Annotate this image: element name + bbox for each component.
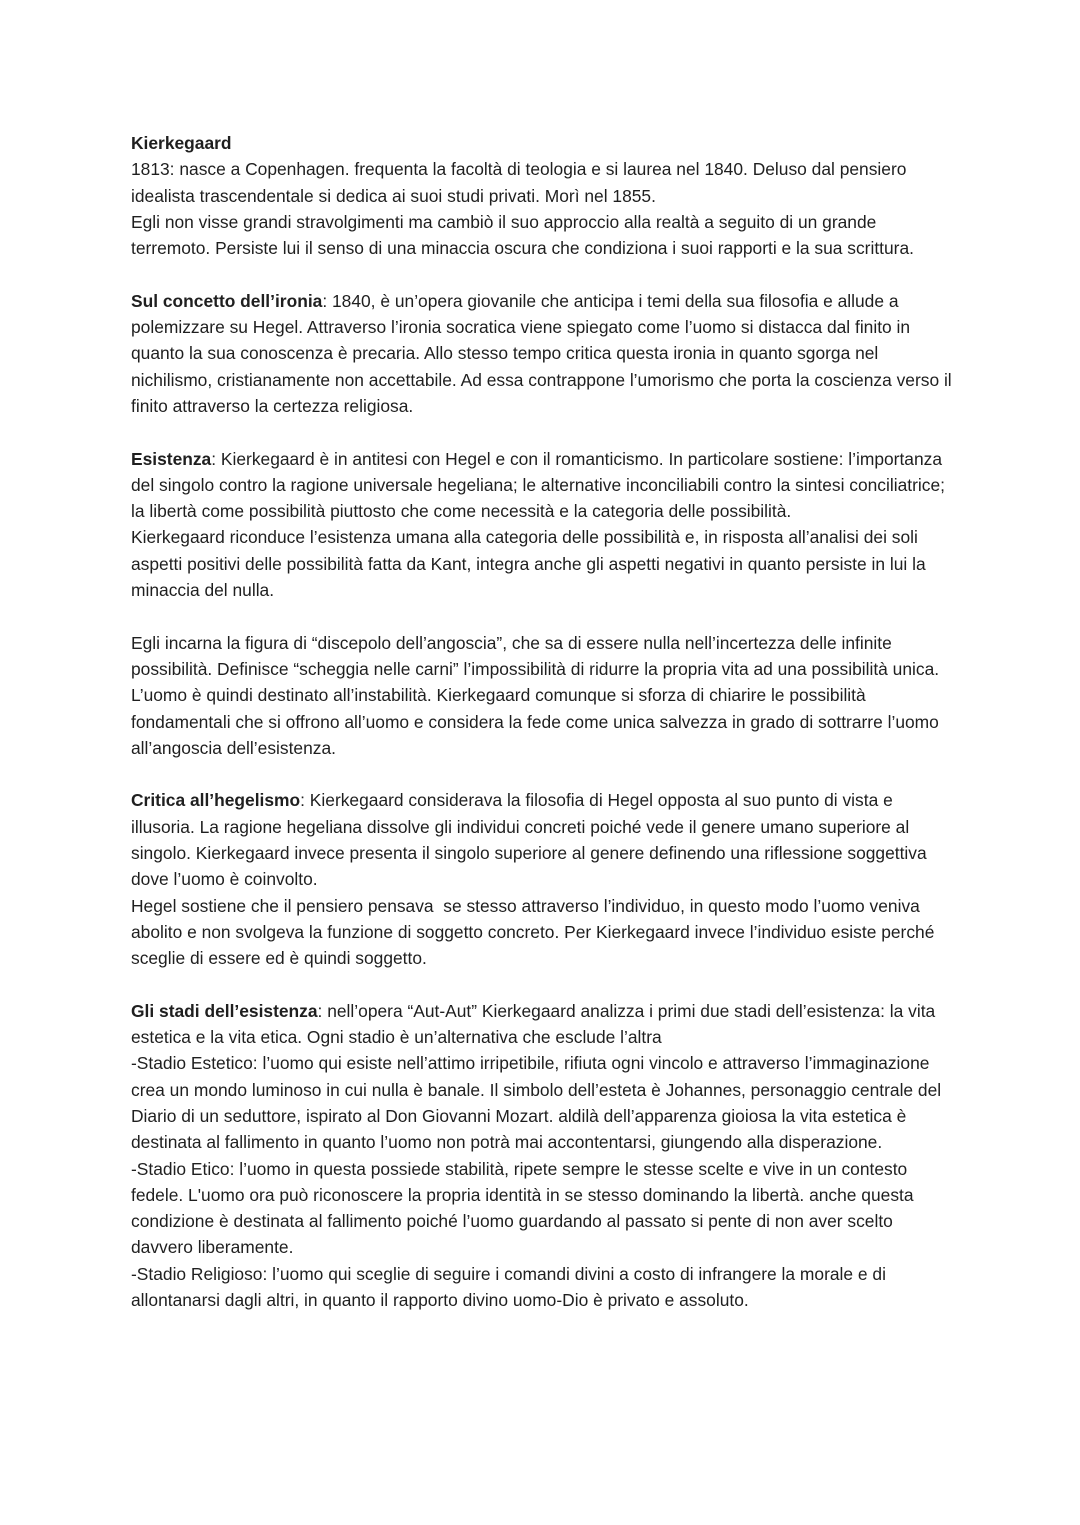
- critica-heading: Critica all’hegelismo: [131, 790, 301, 811]
- paragraph-gap: [131, 972, 953, 998]
- paragraph-gap: [131, 261, 953, 287]
- stadio-estetico-paragraph: -Stadio Estetico: l’uomo qui esiste nell’attimo irripetibile, rifiuta ogni vincolo e attraverso l’immaginazione crea un mondo luminoso in cui nulla è banale. Il simbolo dell’esteta è Johannes, personaggio centrale del Diario di un seduttore, ispirato al Don Giovanni Mozart. aldilà dell’apparenza gioiosa la vita estetica è destinata al fallimento in quanto l’uomo non potrà mai accontentarsi, giungendo alla disperazione.: [131, 1053, 946, 1153]
- intro-paragraph-1: 1813: nasce a Copenhagen. frequenta la facoltà di teologia e si laurea nel 1840. Deluso dal pensiero idealista trascendentale si dedica ai suoi studi privati. Morì nel 1855.: [131, 159, 912, 206]
- angoscia-paragraph: Egli incarna la figura di “discepolo dell’angoscia”, che sa di essere nulla nell’incertezza delle infinite possibilità. Definisce “scheggia nelle carni” l’impossibilità di ridurre la propria vita ad una possibilità unica. L’uomo è quindi destinato all’instabilità. Kierkegaard comunque si sforza di chiarire le possibilità fondamentali che si offrono all’uomo e considera la fede come unica salvezza in grado di sottrarre l’uomo all’angoscia dell’esistenza.: [131, 632, 944, 758]
- paragraph-gap: [131, 603, 953, 629]
- stadio-etico-paragraph: -Stadio Etico: l’uomo in questa possiede stabilità, ripete sempre le stesse scelte e vive in un contesto fedele. L'uomo ora può riconoscere la propria identità in se stesso dominando la libertà. anche questa condizione è destinata al fallimento poiché l’uomo guardando al passato si pente di non aver scelto davvero liberamente.: [131, 1158, 919, 1258]
- esistenza-paragraph-2: Kierkegaard riconduce l’esistenza umana alla categoria delle possibilità e, in risposta all’analisi dei soli aspetti positivi delle possibilità fatta da Kant, integra anche gli aspetti negativi in quanto persiste in lui la minaccia del nulla.: [131, 527, 931, 601]
- stadi-heading: Gli stadi dell’esistenza: [131, 1000, 318, 1021]
- critica-text: : Kierkegaard considerava la filosofia di Hegel opposta al suo punto di vista e illusoria. La ragione hegeliana dissolve gli individui concreti poiché vede il genere umano superiore al singolo. Kierkegaard invece presenta il singolo superiore al genere definendo una riflessione soggettiva dove l’uomo è coinvolto.: [131, 790, 932, 890]
- ironia-text: : 1840, è un’opera giovanile che anticipa i temi della sua filosofia e allude a polemizzare su Hegel. Attraverso l’ironia socratica viene spiegato come l’uomo si distacca dal finito in quanto la sua conoscenza è precaria. Allo stesso tempo critica questa ironia in quanto sgorga nel nichilismo, cristianamente non accettabile. Ad essa contrappone l’umorismo che porta la coscienza verso il finito attraverso la certezza religiosa.: [131, 290, 957, 416]
- stadi-text: : nell’opera “Aut-Aut” Kierkegaard analizza i primi due stadi dell’esistenza: la vita estetica e la vita etica. Ogni stadio è un’alternativa che esclude l’altra: [131, 1000, 941, 1048]
- stadio-religioso-paragraph: -Stadio Religioso: l’uomo qui sceglie di seguire i comandi divini a costo di infrangere la morale e di allontanarsi dagli altri, in quanto il rapporto divino uomo-Dio è privato e assoluto.: [131, 1263, 891, 1311]
- intro-paragraph-2: Egli non visse grandi stravolgimenti ma cambiò il suo approccio alla realtà a seguito di un grande terremoto. Persiste lui il senso di una minaccia oscura che condiziona i suoi rapporti e la sua scrittura.: [131, 211, 914, 259]
- document-page: [131, 130, 957, 1313]
- esistenza-text: : Kierkegaard è in antitesi con Hegel e con il romanticismo. In particolare sostiene: l’importanza del singolo contro la ragione universale hegeliana; le alternative inconciliabili contro la sintesi conciliatrice; la libertà come possibilità piuttosto che come necessità e la categoria delle possibilità.: [131, 448, 950, 522]
- ironia-heading: Sul concetto dell’ironia: [131, 290, 323, 311]
- critica-paragraph: [131, 787, 953, 892]
- ironia-paragraph: [131, 288, 957, 419]
- critica-paragraph-2: Hegel sostiene che il pensiero pensava se stesso attraverso l’individuo, in questo modo l’uomo veniva abolito e non svolgeva la funzione di soggetto concreto. Per Kierkegaard invece l’individuo esiste perché sceglie di essere ed è quindi soggetto.: [131, 895, 940, 969]
- paragraph-gap: [131, 419, 953, 445]
- esistenza-heading: Esistenza: [131, 448, 212, 469]
- stadi-paragraph: [131, 998, 953, 1051]
- esistenza-paragraph: [131, 446, 953, 525]
- document-title: Kierkegaard: [131, 133, 232, 153]
- paragraph-gap: [131, 761, 953, 787]
